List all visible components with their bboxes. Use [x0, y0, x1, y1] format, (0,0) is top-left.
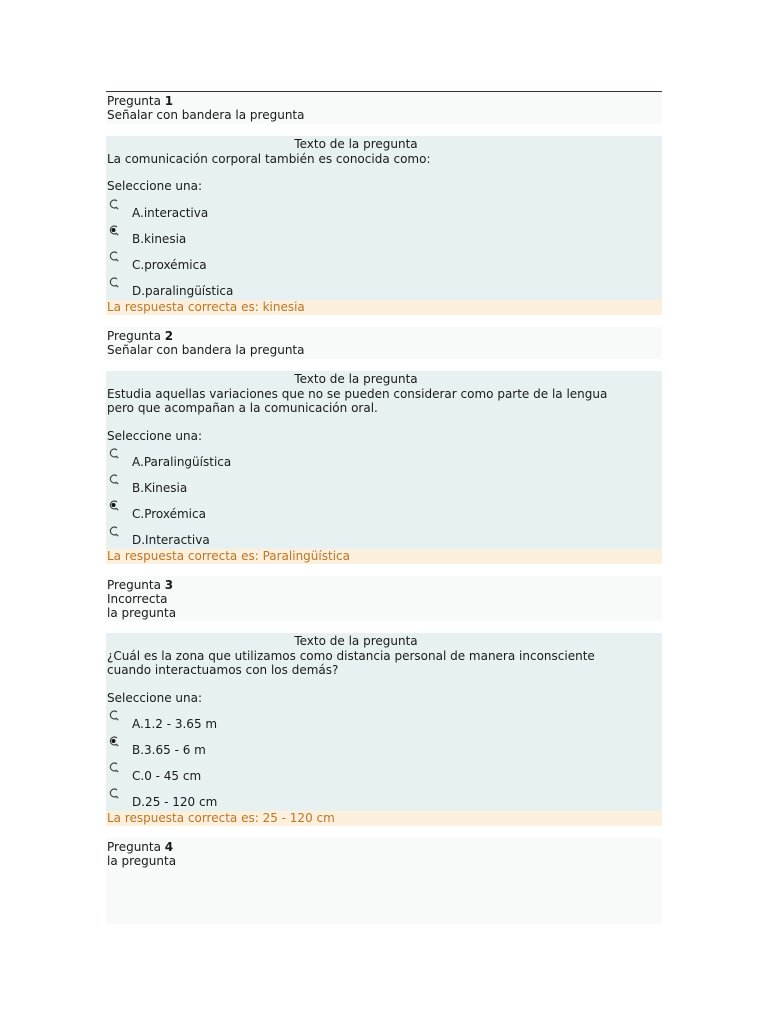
option-label: D.paralingüística [132, 284, 234, 298]
question-2-text: Estudia aquellas variaciones que no se pueden considerar como parte de la lengua pero que acompañan a la comunicación oral. [107, 387, 608, 415]
question-1-content [106, 136, 662, 300]
flag-question-4-link[interactable]: la pregunta [107, 854, 177, 868]
question-4-number [107, 840, 662, 854]
question-text-label: Texto de la pregunta [294, 137, 418, 151]
option-d[interactable] [106, 787, 662, 813]
question-3-text: ¿Cuál es la zona que utilizamos como distancia personal de manera inconsciente cuando interactuamos con los demás? [107, 649, 595, 677]
question-3-content [106, 633, 662, 811]
question-label: Pregunta [107, 329, 161, 343]
radio-unselected-icon[interactable] [108, 525, 120, 537]
option-label: A.interactiva [132, 206, 209, 220]
question-number: 4 [164, 840, 174, 854]
option-b[interactable] [106, 735, 662, 761]
option-a[interactable] [106, 709, 662, 735]
option-label: B.kinesia [132, 232, 187, 246]
question-3-status: Incorrecta [107, 592, 168, 606]
question-label: Pregunta [107, 578, 161, 592]
radio-unselected-icon[interactable] [108, 198, 120, 210]
radio-unselected-icon[interactable] [108, 250, 120, 262]
option-c[interactable] [106, 250, 662, 276]
question-4-info [106, 838, 662, 924]
option-label: D.25 - 120 cm [132, 795, 218, 809]
radio-unselected-icon[interactable] [108, 709, 120, 721]
option-a[interactable] [106, 447, 662, 473]
question-text-label: Texto de la pregunta [294, 372, 418, 386]
option-d[interactable] [106, 276, 662, 302]
question-2-info [106, 327, 662, 359]
radio-selected-icon[interactable] [108, 499, 120, 511]
option-label: A.Paralingüística [132, 455, 232, 469]
radio-selected-icon[interactable] [108, 224, 120, 236]
option-b[interactable] [106, 224, 662, 250]
option-c[interactable] [106, 499, 662, 525]
select-one-label: Seleccione una: [107, 691, 202, 705]
flag-question-3-link[interactable]: la pregunta [107, 606, 177, 620]
correct-answer-feedback: La respuesta correcta es: 25 - 120 cm [106, 811, 662, 826]
flag-question-2-link[interactable]: Señalar con bandera la pregunta [107, 343, 305, 357]
option-label: C.0 - 45 cm [132, 769, 202, 783]
option-b[interactable] [106, 473, 662, 499]
question-label: Pregunta [107, 94, 161, 108]
option-label: B.Kinesia [132, 481, 188, 495]
option-label: B.3.65 - 6 m [132, 743, 206, 757]
question-1-options [106, 198, 662, 302]
option-c[interactable] [106, 761, 662, 787]
radio-unselected-icon[interactable] [108, 473, 120, 485]
question-3-options [106, 709, 662, 813]
correct-answer-feedback: La respuesta correcta es: kinesia [106, 300, 662, 315]
question-number: 1 [164, 94, 174, 108]
radio-unselected-icon[interactable] [108, 276, 120, 288]
question-1-number [107, 94, 662, 108]
question-text-label: Texto de la pregunta [294, 634, 418, 648]
option-label: C.Proxémica [132, 507, 206, 521]
question-2-number [107, 329, 662, 343]
radio-selected-icon[interactable] [108, 735, 120, 747]
option-label: C.proxémica [132, 258, 207, 272]
radio-unselected-icon[interactable] [108, 761, 120, 773]
question-number: 3 [164, 578, 174, 592]
question-2-content [106, 371, 662, 549]
option-a[interactable] [106, 198, 662, 224]
select-one-label: Seleccione una: [107, 179, 202, 193]
radio-unselected-icon[interactable] [108, 787, 120, 799]
question-label: Pregunta [107, 840, 161, 854]
flag-question-1-link[interactable]: Señalar con bandera la pregunta [107, 108, 305, 122]
question-number: 2 [164, 329, 174, 343]
quiz-review [106, 91, 662, 924]
question-1-text: La comunicación corporal también es conocida como: [107, 152, 431, 166]
question-2-options [106, 447, 662, 551]
question-3-number [107, 578, 662, 592]
option-label: D.Interactiva [132, 533, 210, 547]
select-one-label: Seleccione una: [107, 429, 202, 443]
radio-unselected-icon[interactable] [108, 447, 120, 459]
correct-answer-feedback: La respuesta correcta es: Paralingüística [106, 549, 662, 564]
question-1-info [106, 92, 662, 124]
option-d[interactable] [106, 525, 662, 551]
option-label: A.1.2 - 3.65 m [132, 717, 218, 731]
question-3-info [106, 576, 662, 621]
